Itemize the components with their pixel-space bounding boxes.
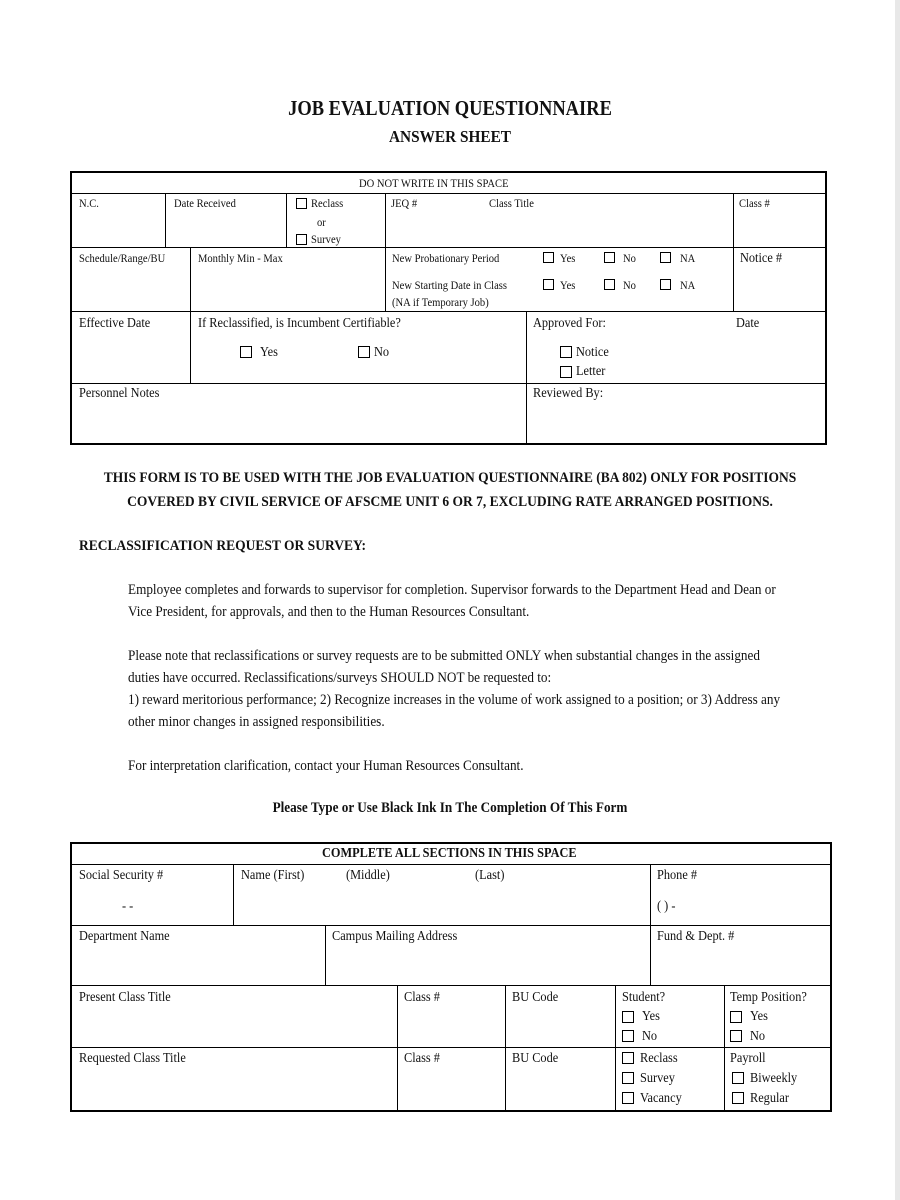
student-yes-checkbox[interactable]	[622, 1011, 634, 1023]
name-middle-label: (Middle)	[346, 868, 390, 883]
page-title: JOB EVALUATION QUESTIONNAIRE	[288, 96, 612, 120]
date-received-label: Date Received	[174, 196, 236, 210]
student-no-label: No	[642, 1029, 658, 1044]
reclass-checkbox[interactable]	[296, 198, 307, 209]
jeq-label: JEQ #	[391, 196, 418, 210]
office-box-header: DO NOT WRITE IN THIS SPACE	[359, 176, 509, 190]
paragraph-2-line4: other minor changes in assigned responsibilities.	[128, 714, 385, 730]
ink-instruction: Please Type or Use Black Ink In The Completion Of This Form	[272, 800, 628, 816]
request-survey-label: Survey	[640, 1071, 675, 1086]
requested-bu-code-label: BU Code	[512, 1051, 559, 1066]
personnel-notes-label: Personnel Notes	[79, 386, 160, 401]
temp-yes-label: Yes	[750, 1009, 768, 1024]
paragraph-1-line2: Vice President, for approvals, and then to the Human Resources Consultant.	[128, 604, 530, 620]
probationary-na-checkbox[interactable]	[660, 252, 671, 263]
name-last-label: (Last)	[475, 868, 505, 883]
form-usage-notice-line1: THIS FORM IS TO BE USED WITH THE JOB EVALUATION QUESTIONNAIRE (BA 802) ONLY FOR POSITIONS	[103, 470, 797, 486]
request-reclass-checkbox[interactable]	[622, 1052, 634, 1064]
campus-address-label: Campus Mailing Address	[332, 929, 458, 944]
paragraph-1-line1: Employee completes and forwards to supervisor for completion. Supervisor forwards to the Department Head and Dean or	[128, 582, 776, 598]
date-label: Date	[736, 316, 760, 331]
page-edge	[895, 0, 900, 1200]
probationary-yes-checkbox[interactable]	[543, 252, 554, 263]
new-probationary-label: New Probationary Period	[392, 251, 500, 265]
student-yes-label: Yes	[642, 1009, 660, 1024]
paragraph-3: For interpretation clarification, contact your Human Resources Consultant.	[128, 758, 524, 774]
new-starting-note: (NA if Temporary Job)	[392, 295, 489, 309]
request-reclass-label: Reclass	[640, 1051, 678, 1066]
student-no-checkbox[interactable]	[622, 1030, 634, 1042]
probationary-yes-label: Yes	[560, 251, 576, 265]
present-class-label: Present Class Title	[79, 990, 171, 1005]
class-number-label: Class #	[739, 196, 770, 210]
phone-format: ( ) -	[657, 899, 676, 914]
payroll-regular-label: Regular	[750, 1091, 790, 1106]
temp-position-label: Temp Position?	[730, 990, 807, 1005]
present-bu-code-label: BU Code	[512, 990, 559, 1005]
temp-yes-checkbox[interactable]	[730, 1011, 742, 1023]
effective-date-label: Effective Date	[79, 316, 151, 331]
notice-checkbox[interactable]	[560, 346, 572, 358]
request-vacancy-label: Vacancy	[640, 1091, 682, 1106]
temp-no-label: No	[750, 1029, 766, 1044]
survey-label: Survey	[311, 232, 341, 246]
department-label: Department Name	[79, 929, 170, 944]
payroll-biweekly-label: Biweekly	[750, 1071, 798, 1086]
temp-no-checkbox[interactable]	[730, 1030, 742, 1042]
page-subtitle: ANSWER SHEET	[388, 127, 512, 146]
nc-label: N.C.	[79, 196, 99, 210]
name-first-label: Name (First)	[241, 868, 305, 883]
payroll-biweekly-checkbox[interactable]	[732, 1072, 744, 1084]
ssn-format: - -	[122, 899, 134, 914]
student-label: Student?	[622, 990, 666, 1005]
reviewed-by-label: Reviewed By:	[533, 386, 604, 401]
employee-box-header: COMPLETE ALL SECTIONS IN THIS SPACE	[322, 846, 577, 861]
reclass-label: Reclass	[311, 196, 344, 210]
starting-no-label: No	[623, 278, 636, 292]
schedule-label: Schedule/Range/BU	[79, 251, 166, 265]
certifiable-yes-checkbox[interactable]	[240, 346, 252, 358]
fund-dept-label: Fund & Dept. #	[657, 929, 735, 944]
reclass-section-heading: RECLASSIFICATION REQUEST OR SURVEY:	[79, 538, 366, 554]
starting-na-checkbox[interactable]	[660, 279, 671, 290]
request-survey-checkbox[interactable]	[622, 1072, 634, 1084]
approved-for-label: Approved For:	[533, 316, 606, 331]
starting-yes-label: Yes	[560, 278, 576, 292]
letter-label: Letter	[576, 364, 606, 379]
probationary-no-label: No	[623, 251, 636, 265]
monthly-label: Monthly Min - Max	[198, 251, 283, 265]
ssn-label: Social Security #	[79, 868, 164, 883]
present-class-number-label: Class #	[404, 990, 440, 1005]
probationary-na-label: NA	[680, 251, 696, 265]
notice-label: Notice	[576, 345, 609, 360]
request-vacancy-checkbox[interactable]	[622, 1092, 634, 1104]
form-usage-notice-line2: COVERED BY CIVIL SERVICE OF AFSCME UNIT 6 OR 7, EXCLUDING RATE ARRANGED POSITIONS.	[127, 494, 773, 510]
survey-checkbox[interactable]	[296, 234, 307, 245]
requested-class-label: Requested Class Title	[79, 1051, 186, 1066]
paragraph-2-line1: Please note that reclassifications or survey requests are to be submitted ONLY when substantial changes in the assigned	[128, 648, 760, 664]
probationary-no-checkbox[interactable]	[604, 252, 615, 263]
payroll-regular-checkbox[interactable]	[732, 1092, 744, 1104]
requested-class-number-label: Class #	[404, 1051, 440, 1066]
notice-number-label: Notice #	[740, 251, 783, 266]
certifiable-no-label: No	[374, 345, 390, 360]
if-reclassified-label: If Reclassified, is Incumbent Certifiable?	[198, 316, 401, 331]
certifiable-no-checkbox[interactable]	[358, 346, 370, 358]
new-starting-label: New Starting Date in Class	[392, 278, 507, 292]
starting-yes-checkbox[interactable]	[543, 279, 554, 290]
class-title-label: Class Title	[489, 196, 534, 210]
starting-na-label: NA	[680, 278, 696, 292]
letter-checkbox[interactable]	[560, 366, 572, 378]
payroll-label: Payroll	[730, 1051, 766, 1066]
certifiable-yes-label: Yes	[260, 345, 278, 360]
paragraph-2-line2: duties have occurred. Reclassifications/surveys SHOULD NOT be requested to:	[128, 670, 552, 686]
phone-label: Phone #	[657, 868, 698, 883]
or-label: or	[317, 215, 326, 229]
employee-info-box	[70, 842, 832, 1112]
starting-no-checkbox[interactable]	[604, 279, 615, 290]
paragraph-2-line3: 1) reward meritorious performance; 2) Recognize increases in the volume of work assigned to a position; or 3) Address any	[128, 692, 781, 708]
